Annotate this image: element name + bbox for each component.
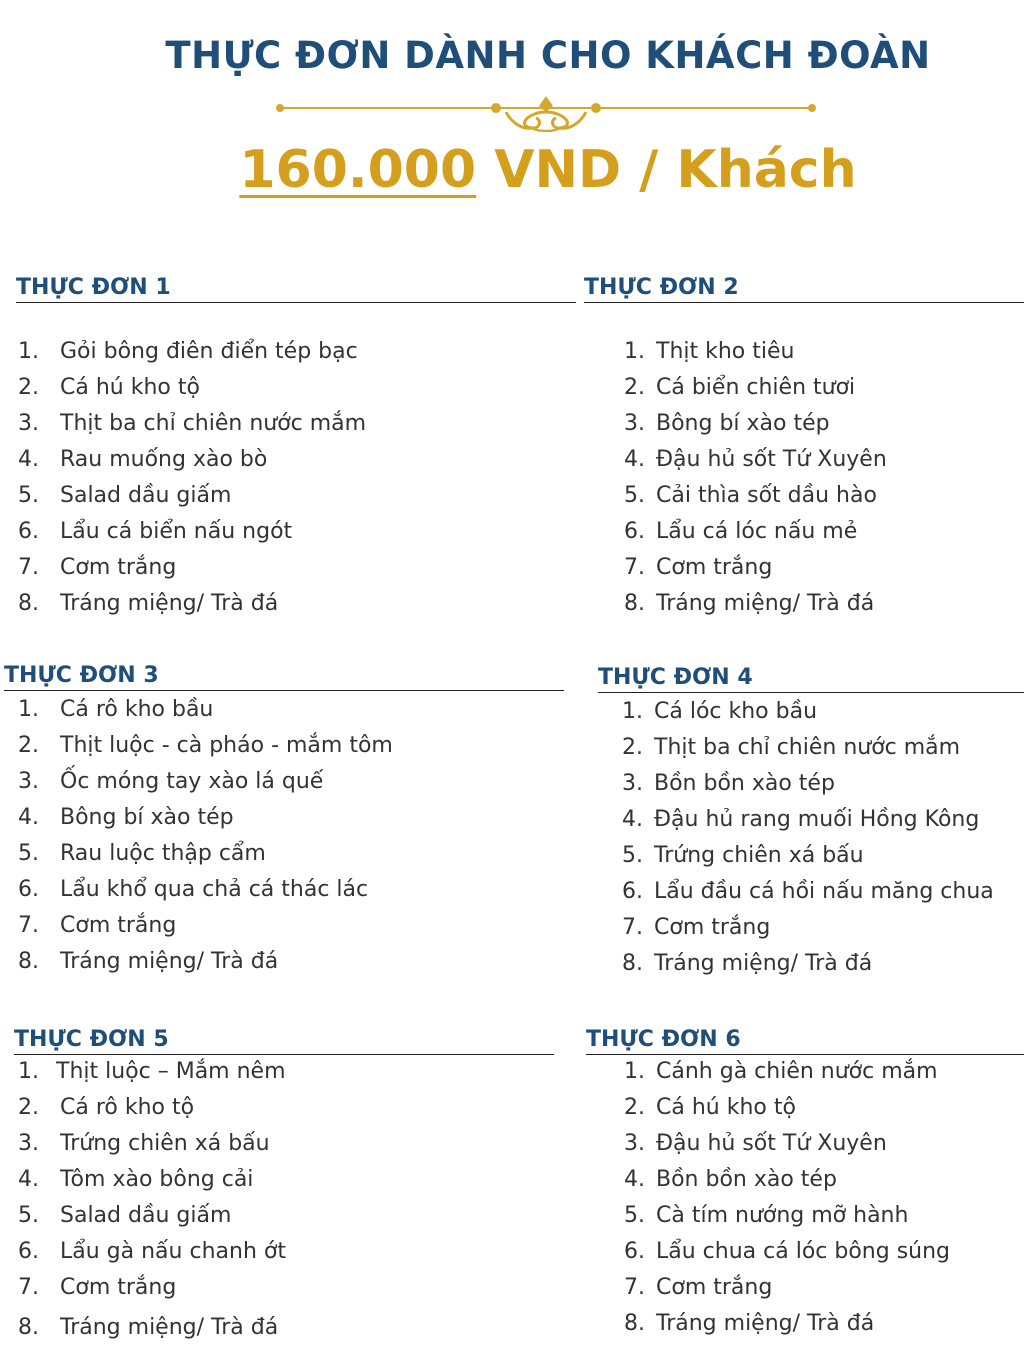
menu-1-list (18, 334, 366, 622)
gold-ornament-divider-icon (270, 90, 822, 132)
price-amount: 160.000 (239, 140, 477, 200)
list-item: 6. Lẩu đầu cá hồi nấu măng chua (622, 879, 994, 904)
list-item: 3. Trứng chiên xá bấu (18, 1131, 270, 1156)
list-item: 1. Cánh gà chiên nước mắm (624, 1059, 938, 1084)
menu-5-heading: THỰC ĐƠN 5 (14, 1024, 554, 1055)
list-item: 5. Salad dầu giấm (18, 1203, 232, 1228)
menu-5-list (18, 1054, 286, 1346)
list-item: 8. Tráng miệng/ Trà đá (622, 951, 873, 976)
list-item: 3. Bông bí xào tép (624, 411, 830, 436)
list-item: 2. Thịt luộc - cà pháo - mắm tôm (18, 733, 393, 758)
list-item: 1. Cá lóc kho bầu (622, 699, 818, 724)
menu-6-heading: THỰC ĐƠN 6 (586, 1024, 1024, 1055)
list-item: 8. Tráng miệng/ Trà đá (18, 591, 279, 616)
list-item: 7. Cơm trắng (18, 913, 177, 938)
list-item: 4. Tôm xào bông cải (18, 1167, 254, 1192)
list-item: 8. Tráng miệng/ Trà đá (18, 1315, 279, 1340)
list-item: 7. Cơm trắng (624, 555, 773, 580)
list-item: 3. Bồn bồn xào tép (622, 771, 835, 796)
list-item: 7. Cơm trắng (622, 915, 771, 940)
list-item: 2. Cá hú kho tộ (624, 1095, 796, 1120)
list-item: 2. Cá hú kho tộ (18, 375, 200, 400)
menu-2-heading: THỰC ĐƠN 2 (584, 272, 1024, 303)
menu-6-list (624, 1054, 950, 1342)
list-item: 6. Lẩu khổ qua chả cá thác lác (18, 877, 369, 902)
list-item: 8. Tráng miệng/ Trà đá (18, 949, 279, 974)
price-per-guest (0, 140, 1024, 200)
list-item: 2. Cá biển chiên tươi (624, 375, 856, 400)
list-item: 4. Đậu hủ sốt Tứ Xuyên (624, 447, 887, 472)
list-item: 6. Lẩu gà nấu chanh ớt (18, 1239, 286, 1264)
list-item: 4. Đậu hủ rang muối Hồng Kông (622, 807, 980, 832)
list-item: 1. Cá rô kho bầu (18, 697, 214, 722)
list-item: 4. Bông bí xào tép (18, 805, 234, 830)
menu-4-heading: THỰC ĐƠN 4 (598, 662, 1024, 693)
menu-4-list (622, 694, 994, 982)
list-item: 7. Cơm trắng (624, 1275, 773, 1300)
list-item: 2. Thịt ba chỉ chiên nước mắm (622, 735, 961, 760)
list-item: 6. Lẩu cá lóc nấu mẻ (624, 519, 858, 544)
list-item: 6. Lẩu chua cá lóc bông súng (624, 1239, 951, 1264)
list-item: 5. Salad dầu giấm (18, 483, 232, 508)
list-item: 3. Ốc móng tay xào lá quế (18, 769, 324, 794)
list-item: 8. Tráng miệng/ Trà đá (624, 1311, 875, 1336)
list-item: 5. Rau luộc thập cẩm (18, 841, 266, 866)
page-title: THỰC ĐƠN DÀNH CHO KHÁCH ĐOÀN (165, 34, 931, 77)
list-item: 3. Đậu hủ sốt Tứ Xuyên (624, 1131, 887, 1156)
list-item: 4. Rau muống xào bò (18, 447, 268, 472)
list-item: 3. Thịt ba chỉ chiên nước mắm (18, 411, 367, 436)
menu-3-list (18, 692, 393, 980)
list-item: 4. Bồn bồn xào tép (624, 1167, 837, 1192)
list-item: 2. Cá rô kho tộ (18, 1095, 195, 1120)
menu-1-heading: THỰC ĐƠN 1 (16, 272, 576, 303)
list-item: 7. Cơm trắng (18, 1275, 177, 1300)
price-unit: VND / Khách (476, 140, 857, 200)
list-item: 5. Cải thìa sốt dầu hào (624, 483, 877, 508)
list-item: 1. Gỏi bông điên điển tép bạc (18, 339, 358, 364)
list-item: 1. Thịt kho tiêu (624, 339, 795, 364)
list-item: 7. Cơm trắng (18, 555, 177, 580)
list-item: 8. Tráng miệng/ Trà đá (624, 591, 875, 616)
list-item: 6. Lẩu cá biển nấu ngót (18, 519, 293, 544)
menu-2-list (624, 334, 887, 622)
menu-3-heading: THỰC ĐƠN 3 (4, 660, 564, 691)
list-item: 1. Thịt luộc – Mắm nêm (18, 1059, 286, 1084)
list-item: 5. Trứng chiên xá bấu (622, 843, 864, 868)
list-item: 5. Cà tím nướng mỡ hành (624, 1203, 909, 1228)
